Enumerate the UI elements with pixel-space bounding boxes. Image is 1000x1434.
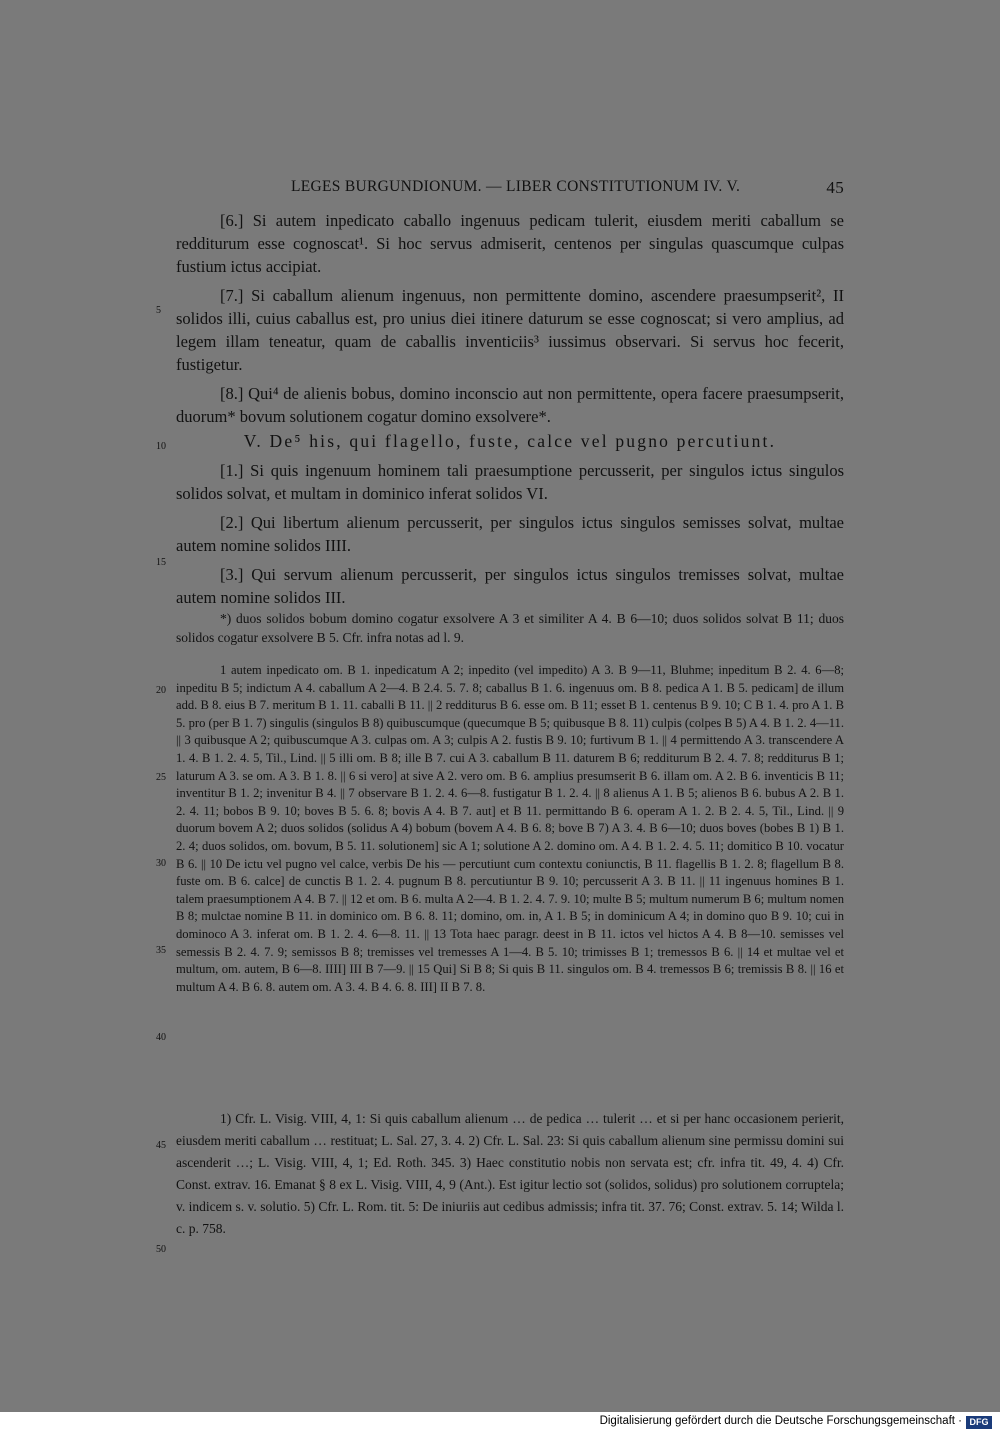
page-number: 45 [826, 178, 844, 197]
paragraph-8: [8.] Qui⁴ de alienis bobus, domino inconscio aut non permittente, opera facere praesumpserit, duorum* bovum solutionem cogatur domino exsolvere*. [176, 384, 844, 426]
line-number: 15 [156, 557, 166, 568]
section-paragraph-1: [1.] Si quis ingenuum hominem tali praesumptione percusserit, per singulos ictus singulos solidos solvat, et multam in dominico inferat solidos VI. [176, 461, 844, 503]
paragraph-6: [6.] Si autem inpedicato caballo ingenuus pedicam tulerit, eiusdem meriti caballum se redditurum esse cognoscat¹. Si hoc servus admiserit, centenos per singulas quascumque culpas fustium ictus accipiat. [176, 211, 844, 276]
line-number: 30 [156, 858, 166, 869]
critical-apparatus [176, 662, 844, 996]
line-number: 10 [156, 441, 166, 452]
running-header [176, 178, 844, 198]
line-number: 5 [156, 305, 161, 316]
section-paragraph-3: [3.] Qui servum alienum percusserit, per singulos ictus singulos tremisses solvat, multae autem nomine solidos III. [176, 565, 844, 607]
line-number: 40 [156, 1032, 166, 1043]
section-paragraph-2: [2.] Qui libertum alienum percusserit, per singulos ictus singulos semisses solvat, multae autem nomine solidos IIII. [176, 513, 844, 555]
law-text-v [176, 459, 844, 609]
paragraph-7: [7.] Si caballum alienum ingenuus, non permittente domino, ascendere praesumpserit², II solidos illi, cuius caballus est, pro unius diei itinere daturum se esse cognoscat; si vero amplius, ad legem illam teneatur, quam de caballis inventiciis³ iussimus observari. Si servus hoc fecerit, fustigetur. [176, 286, 844, 374]
line-number: 35 [156, 945, 166, 956]
line-number: 25 [156, 772, 166, 783]
line-number: 20 [156, 685, 166, 696]
line-number: 45 [156, 1140, 166, 1151]
digitization-credit: Digitalisierung gefördert durch die Deutsche Forschungsgemeinschaft · [599, 1415, 962, 1427]
law-text-iv [176, 209, 844, 428]
running-title: LEGES BURGUNDIONUM. — LIBER CONSTITUTIONUM IV. V. [291, 178, 741, 195]
asterisk-note-text: *) duos solidos bobum domino cogatur exsolvere A 3 et similiter A 4. B 6—10; duos solidos solvat B 11; duos solidos cogatur exsolvere B 5. Cfr. infra notas ad l. 9. [176, 611, 844, 645]
asterisk-note [176, 609, 844, 647]
digitization-credit-bar [0, 1412, 1000, 1434]
line-number: 50 [156, 1244, 166, 1255]
footnotes-text: 1) Cfr. L. Visig. VIII, 4, 1: Si quis caballum alienum … de pedica … tulerit … et si per hanc occasionem perierit, eiusdem meriti caballum … restituat; L. Sal. 27, 3. 4. 2) Cfr. L. Sal. 23: Si quis caballum alienum sine permissu domini sui ascenderit …; L. Visig. VIII, 4, 1; Ed. Roth. 345. 3) Haec constitutio nobis non servata est; cfr. infra tit. 49, 4. 4) Cfr. Const. extrav. 16. Emanat § 8 ex L. Visig. VIII, 4, 9 (Ant.). Est igitur lectio sot (solidos, solidus) pro solutionem corruptela; v. indicem s. v. solutio. 5) Cfr. L. Rom. tit. 5: De iniuriis aut cedibus admissis; infra tit. 37. 76; Const. extrav. 5. 14; Wilda l. c. p. 758. [176, 1111, 844, 1236]
section-heading: V. De⁵ his, qui flagello, fuste, calce vel pugno percutiunt. [243, 431, 777, 451]
apparatus-text: 1 autem inpedicato om. B 1. inpedicatum A 2; inpedito (vel impedito) A 3. B 9—11, Bluhme; inpeditum B 2. 4. 6—8; inpeditu B 5; indictum A 4. caballum A 2—4. B 2.4. 5. 7. 8; caballus B 1. 6. ingenuus om. B 8. pedica A 1. B 5. pedicam] de illum add. B 8. eius B 7. meritum B 1. 11. caballi B 11. || 2 redditurus B 6. esse om. B 11; esset B 1. centenus B 9. 10; C B 1. 4. pro A 1. B 5. pro (per B 1. 7) singulis (singulos B 8) quibuscumque (quecumque B 5; quibusque B 8. 11) culpis (colpes B 5) A 4. B 1. 2. 4—11. || 3 quibusque A 2; quibuscumque A 3. culpas om. A 3; culpis A 2. fustis B 9. 10; furtivum B 1. || 4 permittendo A 3. transcendere A 1. 4. B 1. 2. 4. 5, Til., Lind. || 5 illi om. B 8; ille B 7. cui A 3. caballum B 11. daturem B 6; redditurum B 2. 4. 7. 8; redditurus B 1; laturum A 3. se om. A 3. B 1. 8. || 6 si vero] at sive A 2. vero om. B 6. amplius presumserit B 6. illam om. A 2. B 6. inventicis B 11; inventitur B 1. 2; invenitur B 4. || 7 observare B 1. 2. 4. 6—8. fustigatur B 1. 2. 4. || 8 alienus A 1. B 5; alienos B 6. bubus A 2. B 1. 2. 4. 11; bobos B 9. 10; boves B 5. 6. 8; bovis A 4. B 7. aut] et B 11. permittando B 6. operam A 1. 2. B 2. 4. 5, Til., Lind. || 9 duorum bovem A 2; duos solidos (solidus A 4) bobum (bovem A 4. B 6. 8; bove B 7) A 3. 4. B 6—10; duos boves (bobes B 1) B 1. 2. 4; duos solidos, om. bovum, B 5. 11. solutionem] sic A 1; solutione A 2. domino om. A 4. B 1. 2. 4. 5. 11; domitico B 10. vocatur B 6. || 10 De ictu vel pugno vel calce, verbis De his — percutiunt cum contextu coniunctis, B 11. flagellis B 1. 2. 8; flagellum B 8. fuste om. B 6. calce] de cunctis B 1. 2. 4. pugnum B 8. percutiuntur B 9. 10; percusserit A 3. B 11. || 11 ingenuus homines B 1. talem praesumptionem A 4. B 7. || 12 et om. B 6. multa A 2—4. B 1. 2. 4. 7. 9. 10; multe B 5; multum numerum B 6; multum nomen B 8; mulctae nomine B 11. in dominico om. B 6. 8. 11; domino, om. in, A 1. B 5; in dominicum A 4; in domino quo B 9. 10; cui in dominoco A 3. inferat om. B 1. 2. 4. 6—8. 11. || 13 Tota haec paragr. deest in B 11. ictos vel hictos A 4. B 8—10. semisses vel semessis B 2. 4. 7. 9; semissos B 8; tremisses vel tremesses A 1—4. B 5. 10; trimisses B 1; tremessos B 6. || 14 et multae vel et multum, om. autem, B 6—8. IIII] III B 7—9. || 15 Qui] Si B 8; Si quis B 11. singulos om. B 4. tremessos B 6; tremissis B 8. || 16 et multum A 4. B 6. 8. autem om. A 3. 4. B 4. 6. 8. III] II B 7. 8. [176, 663, 844, 994]
footnotes [176, 1108, 844, 1240]
dfg-logo-icon: DFG [966, 1416, 992, 1429]
